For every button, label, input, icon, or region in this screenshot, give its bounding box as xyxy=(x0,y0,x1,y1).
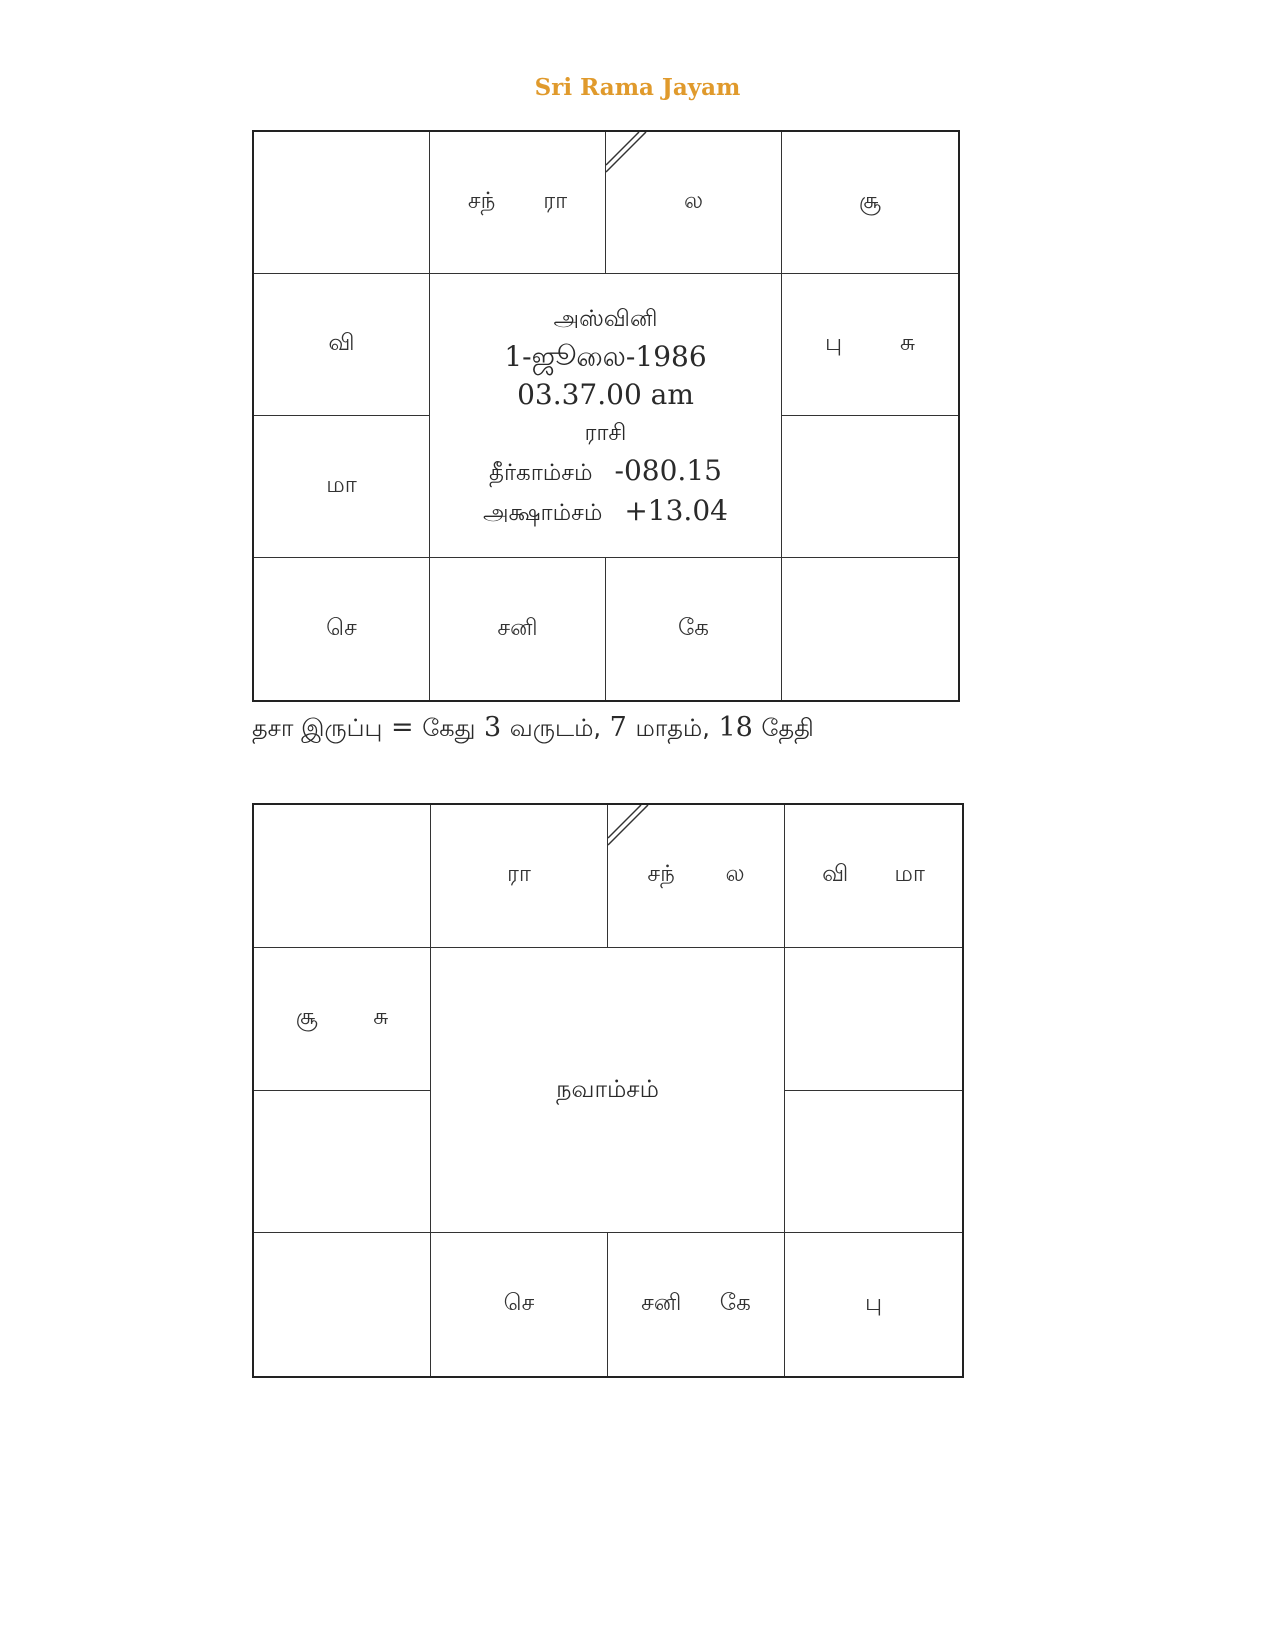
dasa-days-unit: தேதி xyxy=(761,714,814,742)
navamsa-cell-r3c4 xyxy=(785,1091,962,1234)
latitude-value: +13.04 xyxy=(624,493,728,527)
navamsa-cell-r2c4 xyxy=(785,948,962,1091)
planet-label: வி xyxy=(328,330,355,356)
rasi-cell-r3c1 xyxy=(254,416,430,558)
dasa-months-num: 7 xyxy=(609,712,627,743)
navamsa-cell-r1c2 xyxy=(431,805,608,948)
dasa-days-num: 18 xyxy=(718,712,753,743)
navamsa-chart xyxy=(252,803,964,1378)
planet-label: ல xyxy=(683,188,704,214)
planet-label: வி xyxy=(822,861,849,888)
planet-label: சந் xyxy=(467,188,496,214)
lagna-marker-icon xyxy=(606,132,650,176)
rasi-cell-r2c4 xyxy=(782,274,958,416)
planet-label: பு xyxy=(824,330,843,356)
birth-star: அஸ்வினி xyxy=(553,305,658,332)
planet-label: சூ xyxy=(295,1004,318,1031)
navamsa-chart-title: நவாம்சம் xyxy=(556,1074,659,1103)
navamsa-cell-r1c1 xyxy=(254,805,431,948)
page-header: Sri Rama Jayam xyxy=(534,74,741,101)
planet-label: மா xyxy=(894,861,925,888)
rasi-center-panel xyxy=(430,274,782,558)
navamsa-cell-r1c3 xyxy=(608,805,785,948)
birth-time: 03.37.00 am xyxy=(517,377,694,411)
dasa-months-unit: மாதம், xyxy=(635,714,710,742)
navamsa-cell-r2c1 xyxy=(254,948,431,1091)
planet-label: கே xyxy=(677,614,710,641)
dasa-equals: = xyxy=(391,712,414,743)
dasa-planet: கேது xyxy=(422,714,476,742)
planet-label: சு xyxy=(900,330,916,356)
navamsa-cell-r4c4 xyxy=(785,1233,962,1376)
rasi-cell-r4c4 xyxy=(782,558,958,700)
rasi-cell-r4c1 xyxy=(254,558,430,700)
planet-label: செ xyxy=(326,614,357,641)
planet-label: மா xyxy=(326,472,357,498)
dasa-label: தசா இருப்பு xyxy=(252,714,383,742)
planet-label: சூ xyxy=(858,188,881,214)
latitude-row xyxy=(483,492,728,532)
longitude-label: தீர்காம்சம் xyxy=(489,459,593,486)
rasi-cell-r1c1 xyxy=(254,132,430,274)
rasi-cell-r4c2 xyxy=(430,558,606,700)
navamsa-cell-r4c2 xyxy=(431,1233,608,1376)
navamsa-cell-r1c4 xyxy=(785,805,962,948)
planet-label: சந் xyxy=(647,861,675,888)
birth-date: 1-ஜூலை-1986 xyxy=(504,339,707,373)
planet-label: ரா xyxy=(507,861,531,888)
planet-label: சனி xyxy=(641,1290,682,1317)
dasa-years-num: 3 xyxy=(484,712,502,743)
planet-label: செ xyxy=(503,1290,535,1317)
rasi-cell-r2c1 xyxy=(254,274,430,416)
latitude-label: அக்ஷாம்சம் xyxy=(483,499,603,526)
rasi-chart-title: ராசி xyxy=(584,419,627,446)
dasa-years-unit: வருடம், xyxy=(509,714,602,742)
longitude-row xyxy=(489,452,722,492)
navamsa-cell-r4c1 xyxy=(254,1233,431,1376)
rasi-cell-r4c3 xyxy=(606,558,782,700)
planet-label: ல xyxy=(725,861,745,888)
navamsa-cell-r4c3 xyxy=(608,1233,785,1376)
planet-label: சனி xyxy=(497,614,538,641)
rasi-chart xyxy=(252,130,960,702)
navamsa-cell-r3c1 xyxy=(254,1091,431,1234)
dasa-balance-line xyxy=(252,712,814,745)
rasi-cell-r1c2 xyxy=(430,132,606,274)
rasi-cell-r3c4 xyxy=(782,416,958,558)
planet-label: கே xyxy=(719,1290,751,1317)
navamsa-center-panel xyxy=(431,948,785,1234)
rasi-cell-r1c4 xyxy=(782,132,958,274)
rasi-cell-r1c3 xyxy=(606,132,782,274)
lagna-marker-icon xyxy=(608,805,652,849)
planet-label: ரா xyxy=(543,188,568,214)
longitude-value: -080.15 xyxy=(614,453,722,487)
planet-label: சு xyxy=(373,1004,389,1031)
planet-label: பு xyxy=(864,1290,883,1317)
